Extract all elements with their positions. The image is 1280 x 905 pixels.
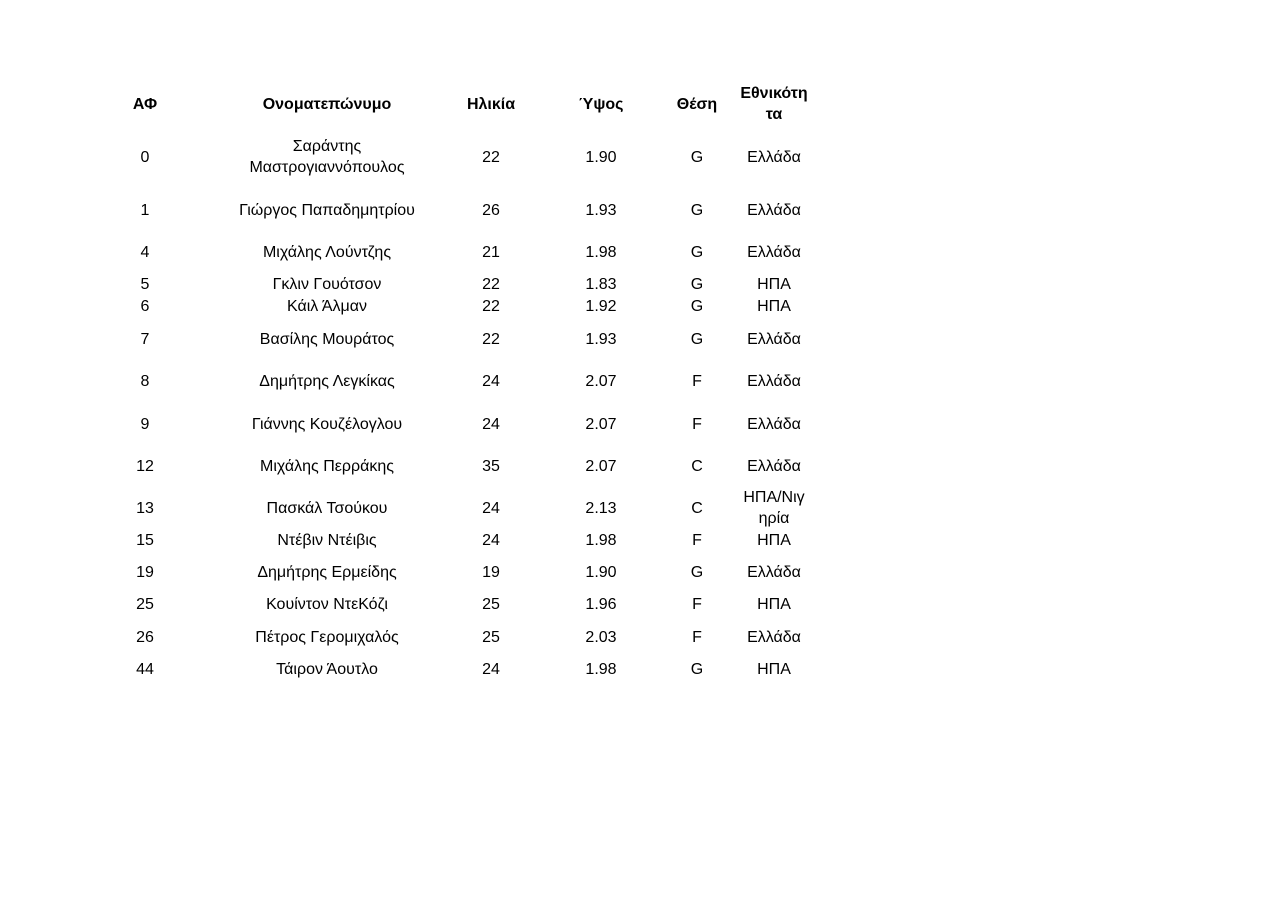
cell-age: 22 <box>482 275 500 293</box>
cell-position: G <box>690 297 704 315</box>
cell-age: 25 <box>482 628 500 646</box>
cell-age: 24 <box>482 499 500 517</box>
cell-age: 22 <box>482 148 500 166</box>
cell-age: 24 <box>482 372 500 390</box>
cell-nationality: Ελλάδα <box>747 330 801 348</box>
cell-af: 12 <box>136 457 154 475</box>
cell-height: 2.03 <box>585 628 617 646</box>
cell-position: G <box>690 330 704 348</box>
cell-name: Σαράντης Μαστρογιαννόπουλος <box>249 138 405 176</box>
cell-nationality: ΗΠΑ/Νιγηρία <box>743 489 805 527</box>
header-af: ΑΦ <box>132 96 158 113</box>
cell-af: 0 <box>140 148 150 166</box>
header-nationality: Εθνικότητα <box>740 85 808 123</box>
cell-nationality: ΗΠΑ <box>757 531 791 549</box>
cell-nationality: Ελλάδα <box>747 457 801 475</box>
header-name: Ονοματεπώνυμο <box>262 96 392 113</box>
cell-age: 21 <box>482 243 500 261</box>
cell-position: G <box>690 201 704 219</box>
cell-name: Δημήτρης Λεγκίκας <box>259 372 395 390</box>
cell-position: G <box>690 275 704 293</box>
cell-age: 25 <box>482 595 500 613</box>
cell-af: 44 <box>136 660 154 678</box>
cell-nationality: ΗΠΑ <box>757 660 791 678</box>
cell-name: Μιχάλης Λούντζης <box>262 243 392 261</box>
cell-name: Γιώργος Παπαδημητρίου <box>239 201 415 219</box>
cell-height: 1.93 <box>585 330 617 348</box>
cell-nationality: Ελλάδα <box>747 415 801 433</box>
cell-position: C <box>691 457 703 475</box>
cell-position: G <box>690 660 704 678</box>
cell-height: 1.90 <box>585 563 617 581</box>
cell-name: Γιάννης Κουζέλογλου <box>251 415 403 433</box>
cell-name: Κουίντον ΝτεΚόζι <box>266 595 388 613</box>
cell-nationality: ΗΠΑ <box>757 595 791 613</box>
cell-position: F <box>692 415 702 433</box>
cell-age: 24 <box>482 531 500 549</box>
cell-position: F <box>692 628 702 646</box>
cell-nationality: Ελλάδα <box>747 628 801 646</box>
cell-name: Γκλιν Γουότσον <box>272 275 382 293</box>
cell-name: Μιχάλης Περράκης <box>260 457 394 475</box>
cell-name: Ντέβιν Ντέιβις <box>277 531 377 549</box>
cell-height: 2.07 <box>585 372 617 390</box>
cell-age: 26 <box>482 201 500 219</box>
cell-age: 24 <box>482 415 500 433</box>
cell-af: 7 <box>140 330 150 348</box>
cell-af: 8 <box>140 372 150 390</box>
cell-nationality: Ελλάδα <box>747 563 801 581</box>
cell-age: 22 <box>482 330 500 348</box>
cell-height: 1.98 <box>585 660 617 678</box>
cell-af: 25 <box>136 595 154 613</box>
cell-nationality: ΗΠΑ <box>757 275 791 293</box>
cell-name: Πέτρος Γερομιχαλός <box>255 628 399 646</box>
cell-age: 22 <box>482 297 500 315</box>
cell-nationality: Ελλάδα <box>747 201 801 219</box>
cell-height: 1.96 <box>585 595 617 613</box>
cell-height: 2.07 <box>585 457 617 475</box>
header-position: Θέση <box>676 96 718 113</box>
cell-position: F <box>692 372 702 390</box>
cell-position: G <box>690 148 704 166</box>
cell-af: 1 <box>140 201 150 219</box>
cell-height: 2.07 <box>585 415 617 433</box>
cell-af: 13 <box>136 499 154 517</box>
cell-name: Κάιλ Άλμαν <box>287 297 367 315</box>
cell-af: 4 <box>140 243 150 261</box>
cell-name: Πασκάλ Τσούκου <box>266 499 388 517</box>
cell-height: 1.93 <box>585 201 617 219</box>
header-height: Ύψος <box>578 96 624 113</box>
cell-height: 1.92 <box>585 297 617 315</box>
cell-age: 24 <box>482 660 500 678</box>
cell-name: Βασίλης Μουράτος <box>259 330 395 348</box>
header-age: Ηλικία <box>466 96 516 113</box>
cell-af: 26 <box>136 628 154 646</box>
cell-height: 1.98 <box>585 243 617 261</box>
cell-af: 19 <box>136 563 154 581</box>
cell-height: 1.98 <box>585 531 617 549</box>
cell-age: 19 <box>482 563 500 581</box>
cell-height: 1.83 <box>585 275 617 293</box>
cell-nationality: Ελλάδα <box>747 243 801 261</box>
cell-af: 9 <box>140 415 150 433</box>
cell-age: 35 <box>482 457 500 475</box>
cell-af: 15 <box>136 531 154 549</box>
cell-position: G <box>690 563 704 581</box>
cell-name: Δημήτρης Ερμείδης <box>257 563 397 581</box>
cell-nationality: Ελλάδα <box>747 148 801 166</box>
cell-height: 1.90 <box>585 148 617 166</box>
cell-position: F <box>692 531 702 549</box>
cell-position: F <box>692 595 702 613</box>
cell-af: 5 <box>140 275 150 293</box>
cell-af: 6 <box>140 297 150 315</box>
cell-position: C <box>691 499 703 517</box>
cell-position: G <box>690 243 704 261</box>
cell-name: Τάιρον Άουτλο <box>276 660 378 678</box>
cell-nationality: ΗΠΑ <box>757 297 791 315</box>
cell-height: 2.13 <box>585 499 617 517</box>
cell-nationality: Ελλάδα <box>747 372 801 390</box>
